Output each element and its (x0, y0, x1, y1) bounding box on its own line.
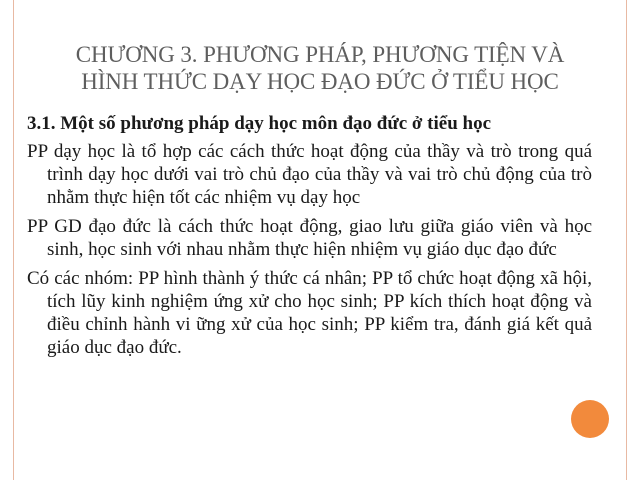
paragraph-method-groups: Có các nhóm: PP hình thành ý thức cá nhân; PP tổ chức hoạt động xã hội, tích lũy kinh nghiệm ứng xử cho học sinh; PP kích thích hoạt động và điều chỉnh hành vi ững xử của học sinh; PP kiểm tra, đánh giá kết quả giáo dục đạo đức. (27, 268, 592, 358)
title-line-2: HÌNH THỨC DẠY HỌC ĐẠO ĐỨC Ở TIỂU HỌC (81, 69, 559, 94)
right-frame-line (626, 0, 627, 480)
paragraph-moral-education-method: PP GD đạo đức là cách thức hoạt động, giao lưu giữa giáo viên và học sinh, học sinh với nhau nhằm thực hiện nhiệm vụ giáo dục đạo đức (27, 216, 592, 260)
slide-content (27, 112, 592, 365)
section-heading: 3.1. Một số phương pháp dạy học môn đạo đức ở tiểu học (27, 113, 492, 134)
title-line-1: CHƯƠNG 3. PHƯƠNG PHÁP, PHƯƠNG TIỆN VÀ (75, 42, 565, 67)
left-frame-line (13, 0, 14, 480)
orange-circle-decoration (571, 400, 609, 438)
paragraph-teaching-method: PP dạy học là tổ hợp các cách thức hoạt động của thầy và trò trong quá trình dạy học dưới vai trò chủ đạo của thầy và vai trò chủ động của trò nhằm thực hiện tốt các nhiệm vụ dạy học (27, 141, 592, 208)
slide-title (40, 41, 600, 95)
